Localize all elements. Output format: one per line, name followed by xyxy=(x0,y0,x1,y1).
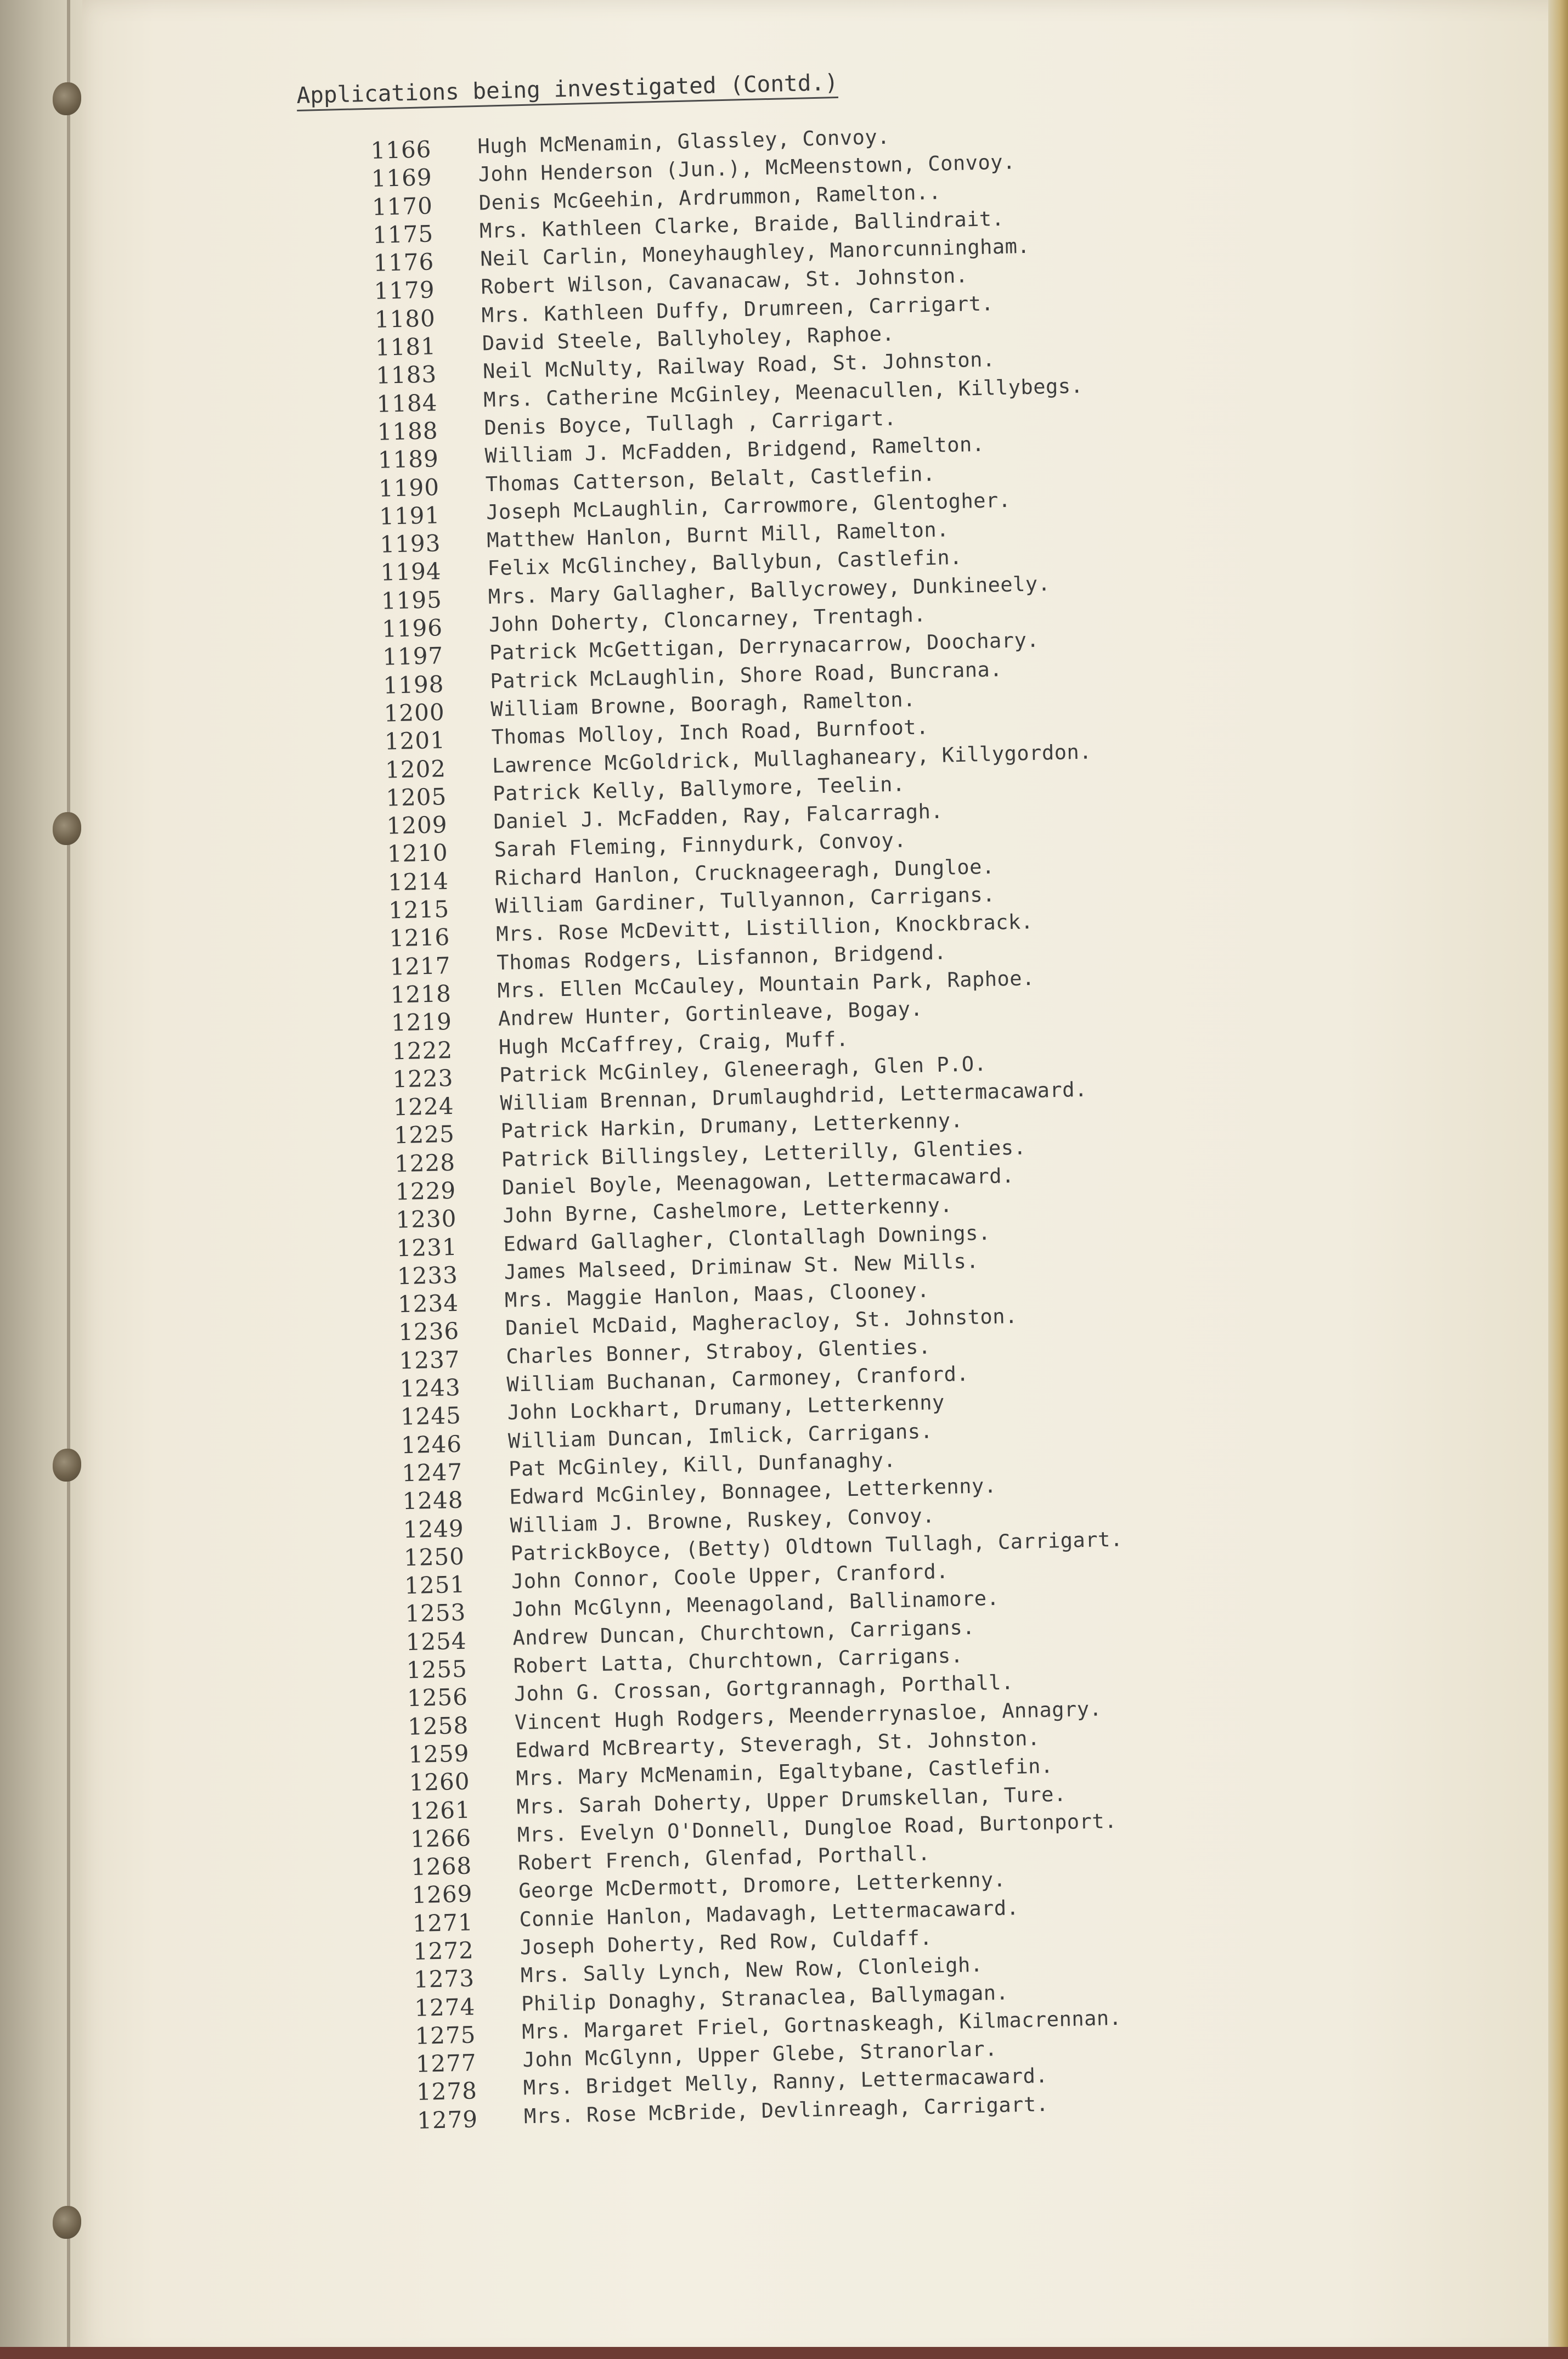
applicant-details: John Doherty, Cloncarney, Trentagh. xyxy=(488,603,927,637)
applicant-details: Matthew Hanlon, Burnt Mill, Ramelton. xyxy=(486,517,950,553)
applicant-details: Robert French, Glenfad, Porthall. xyxy=(517,1841,931,1875)
applicant-details: Pat McGinley, Kill, Dunfanaghy. xyxy=(508,1448,896,1481)
applicant-details: John McGlynn, Upper Glebe, Stranorlar. xyxy=(522,2037,998,2072)
applicant-details: Connie Hanlon, Madavagh, Lettermacaward. xyxy=(519,1895,1019,1932)
applicant-details: Edward McBrearty, Steveragh, St. Johnston. xyxy=(515,1726,1041,1763)
applicant-details: William Browne, Booragh, Ramelton. xyxy=(490,687,916,722)
application-number: 1228 xyxy=(394,1148,456,1178)
application-number: 1176 xyxy=(373,248,435,277)
application-number: 1248 xyxy=(402,1486,464,1515)
applicant-details: Mrs. Sally Lynch, New Row, Clonleigh. xyxy=(520,1952,983,1988)
applicant-details: Vincent Hugh Rodgers, Meenderrynasloe, Annagry. xyxy=(514,1697,1102,1735)
applicant-details: David Steele, Ballyholey, Raphoe. xyxy=(482,322,895,356)
application-number: 1190 xyxy=(378,473,440,502)
application-number: 1209 xyxy=(386,811,448,840)
applicant-details: Patrick McLaughlin, Shore Road, Buncrana. xyxy=(489,657,1003,693)
application-number: 1253 xyxy=(404,1599,466,1628)
applicant-details: Lawrence McGoldrick, Mullaghaneary, Killygordon. xyxy=(492,739,1092,778)
application-number: 1249 xyxy=(403,1515,465,1543)
applicant-details: Mrs. Evelyn O'Donnell, Dungloe Road, Burtonport. xyxy=(517,1809,1118,1847)
application-number: 1169 xyxy=(371,164,433,193)
application-number: 1251 xyxy=(404,1570,466,1600)
page-edge xyxy=(1548,0,1568,2359)
application-number: 1233 xyxy=(397,1261,459,1290)
applicant-details: Edward Gallagher, Clontallagh Downings. xyxy=(503,1220,991,1256)
applicant-details: PatrickBoyce, (Betty) Oldtown Tullagh, Carrigart. xyxy=(510,1527,1124,1566)
applicant-details: Thomas Rodgers, Lisfannon, Bridgend. xyxy=(496,940,947,975)
application-number: 1255 xyxy=(406,1655,468,1684)
applicant-details: Patrick Billingsley, Letterilly, Glenties. xyxy=(501,1135,1026,1172)
applicant-details: Thomas Catterson, Belalt, Castlefin. xyxy=(485,461,936,496)
applicant-details: John Henderson (Jun.), McMeenstown, Convoy. xyxy=(478,150,1016,187)
application-number: 1184 xyxy=(376,389,438,418)
applicant-details: Mrs. Bridget Melly, Ranny, Lettermacaward. xyxy=(523,2064,1048,2100)
application-number: 1188 xyxy=(377,417,439,446)
application-number: 1193 xyxy=(379,530,441,558)
binding-edge xyxy=(67,0,70,2359)
application-number: 1278 xyxy=(416,2077,478,2106)
applicant-details: Charles Bonner, Straboy, Glenties. xyxy=(505,1335,932,1369)
application-number: 1215 xyxy=(388,896,450,924)
applicant-details: Patrick Harkin, Drumany, Letterkenny. xyxy=(500,1108,963,1144)
application-number: 1279 xyxy=(416,2105,478,2134)
application-number: 1254 xyxy=(405,1627,467,1656)
applicant-details: Sarah Fleming, Finnydurk, Convoy. xyxy=(494,828,907,862)
applicant-details: Mrs. Maggie Hanlon, Maas, Clooney. xyxy=(504,1278,930,1312)
application-number: 1237 xyxy=(398,1345,460,1375)
applicant-details: Richard Hanlon, Crucknageeragh, Dungloe. xyxy=(494,854,995,890)
application-number: 1210 xyxy=(387,839,449,868)
application-number: 1202 xyxy=(385,755,447,784)
application-number: 1275 xyxy=(414,2021,476,2050)
application-number: 1218 xyxy=(390,979,452,1009)
application-number: 1260 xyxy=(409,1767,471,1797)
application-number: 1247 xyxy=(401,1458,463,1487)
applicant-details: Mrs. Rose McBride, Devlinreagh, Carrigart. xyxy=(523,2092,1049,2129)
applicant-details: Mrs. Sarah Doherty, Upper Drumskellan, Ture. xyxy=(516,1782,1067,1819)
application-number: 1198 xyxy=(382,670,444,699)
application-number: 1246 xyxy=(401,1430,462,1459)
application-number: 1201 xyxy=(384,727,446,755)
application-number: 1217 xyxy=(390,952,452,981)
applicant-details: James Malseed, Driminaw St. New Mills. xyxy=(504,1249,979,1284)
application-number: 1194 xyxy=(380,558,442,587)
applicant-details: Hugh McMenamin, Glassley, Convoy. xyxy=(477,125,890,159)
application-number: 1261 xyxy=(409,1796,471,1825)
application-number: 1222 xyxy=(391,1036,453,1065)
applicant-details: John Connor, Coole Upper, Cranford. xyxy=(511,1559,949,1594)
application-number: 1230 xyxy=(395,1205,457,1234)
applicant-details: Hugh McCaffrey, Craig, Muff. xyxy=(498,1027,849,1059)
application-number: 1243 xyxy=(399,1373,461,1403)
application-number: 1231 xyxy=(396,1233,458,1262)
application-number: 1274 xyxy=(414,1993,476,2022)
applicant-details: Neil McNulty, Railway Road, St. Johnston. xyxy=(482,347,996,384)
application-number: 1197 xyxy=(382,642,444,671)
applicant-details: Robert Wilson, Cavanacaw, St. Johnston. xyxy=(480,263,969,299)
application-number: 1195 xyxy=(381,585,443,615)
application-number: 1170 xyxy=(371,192,433,221)
application-number: 1250 xyxy=(403,1542,465,1572)
applicant-details: Mrs. Kathleen Duffy, Drumreen, Carrigart. xyxy=(481,291,994,328)
application-number: 1225 xyxy=(393,1121,455,1149)
applicant-details: Andrew Hunter, Gortinleave, Bogay. xyxy=(498,996,923,1031)
application-number: 1258 xyxy=(407,1711,469,1740)
applicant-details: Robert Latta, Churchtown, Carrigans. xyxy=(513,1643,963,1678)
application-number: 1219 xyxy=(391,1008,453,1037)
applicant-details: William Gardiner, Tullyannon, Carrigans. xyxy=(495,882,996,919)
application-number: 1214 xyxy=(387,867,449,896)
application-number: 1200 xyxy=(383,699,445,727)
application-number: 1229 xyxy=(394,1176,456,1206)
application-number: 1236 xyxy=(398,1318,460,1346)
applicant-details: Andrew Duncan, Churchtown, Carrigans. xyxy=(512,1615,975,1650)
application-number: 1216 xyxy=(388,924,450,952)
application-number: 1191 xyxy=(379,502,441,530)
applicant-details: Patrick McGinley, Gleneeragh, Glen P.O. xyxy=(499,1051,987,1087)
applicant-details: William J. McFadden, Bridgend, Ramelton. xyxy=(484,432,985,468)
application-number: 1256 xyxy=(407,1683,469,1712)
applicant-details: Patrick McGettigan, Derrynacarrow, Doochary. xyxy=(489,628,1040,665)
application-number: 1272 xyxy=(413,1936,475,1966)
applicant-details: Felix McGlinchey, Ballybun, Castlefin. xyxy=(487,545,963,581)
applicant-details: Mrs. Margaret Friel, Gortnaskeagh, Kilmacrennan. xyxy=(521,2006,1122,2044)
application-number: 1183 xyxy=(375,361,437,390)
applicant-details: Mrs. Kathleen Clarke, Braide, Ballindrait. xyxy=(479,206,1005,243)
applicant-details: Mrs. Catherine McGinley, Meenacullen, Killybegs. xyxy=(483,374,1084,412)
applicant-details: Mrs. Rose McDevitt, Listillion, Knockbrack. xyxy=(495,910,1034,947)
application-number: 1273 xyxy=(413,1964,475,1994)
application-number: 1277 xyxy=(415,2049,477,2078)
applicant-details: John McGlynn, Meenagoland, Ballinamore. xyxy=(511,1586,1000,1622)
application-number: 1259 xyxy=(408,1739,470,1769)
applicant-details: Philip Donaghy, Stranaclea, Ballymagan. xyxy=(521,1980,1009,2016)
application-number: 1234 xyxy=(397,1289,459,1318)
applicant-details: Edward McGinley, Bonnagee, Letterkenny. xyxy=(509,1474,997,1509)
applicant-details: George McDermott, Dromore, Letterkenny. xyxy=(518,1868,1006,1903)
application-number: 1166 xyxy=(370,136,432,164)
application-number: 1196 xyxy=(381,614,443,643)
applicant-details: Thomas Molloy, Inch Road, Burnfoot. xyxy=(491,715,929,750)
applicant-details: John G. Crossan, Gortgrannagh, Porthall. xyxy=(514,1670,1014,1706)
applicant-details: Neil Carlin, Moneyhaughley, Manorcunningham. xyxy=(480,234,1030,271)
applicant-details: Joseph Doherty, Red Row, Culdaff. xyxy=(520,1926,933,1960)
application-number: 1266 xyxy=(410,1824,472,1853)
application-number: 1223 xyxy=(392,1064,454,1093)
binding-ring xyxy=(53,812,81,845)
application-number: 1268 xyxy=(410,1852,472,1881)
applicant-details: William Brennan, Drumlaughdrid, Lettermacaward. xyxy=(500,1077,1088,1116)
applicant-details: Daniel Boyle, Meenagowan, Lettermacaward. xyxy=(501,1163,1015,1200)
application-number: 1269 xyxy=(411,1880,473,1909)
application-number: 1189 xyxy=(377,445,439,474)
page-heading: Applications being investigated (Contd.) xyxy=(296,69,838,111)
applicant-details: Denis Boyce, Tullagh , Carrigart. xyxy=(484,406,897,440)
binding-ring xyxy=(53,1449,81,1482)
cover-edge xyxy=(0,2347,1568,2359)
applicant-details: William Duncan, Imlick, Carrigans. xyxy=(507,1419,933,1453)
binding-ring xyxy=(53,82,81,115)
application-number: 1180 xyxy=(374,305,436,333)
applicant-details: Denis McGeehin, Ardrummon, Ramelton.. xyxy=(478,180,941,215)
applicant-details: Patrick Kelly, Ballymore, Teelin. xyxy=(492,772,906,806)
applicant-details: William Buchanan, Carmoney, Cranford. xyxy=(506,1361,969,1397)
application-number: 1175 xyxy=(372,220,434,249)
application-number: 1181 xyxy=(375,333,437,361)
applicant-details: William J. Browne, Ruskey, Convoy. xyxy=(510,1504,935,1538)
binding-ring xyxy=(53,2206,81,2239)
application-number: 1224 xyxy=(393,1092,455,1121)
applicant-details: Daniel J. McFadden, Ray, Falcarragh. xyxy=(493,799,944,834)
applicant-details: John Lockhart, Drumany, Letterkenny xyxy=(507,1390,945,1425)
applicant-details: John Byrne, Cashelmore, Letterkenny. xyxy=(502,1193,953,1228)
application-number: 1179 xyxy=(374,276,436,305)
applicant-details: Mrs. Mary Gallagher, Ballycrowey, Dunkineely. xyxy=(488,571,1051,609)
applicant-details: Mrs. Mary McMenamin, Egaltybane, Castlefin. xyxy=(516,1754,1054,1791)
applications-list xyxy=(370,120,1136,2135)
application-number: 1245 xyxy=(400,1402,462,1431)
application-number: 1271 xyxy=(412,1908,474,1937)
applicant-details: Joseph McLaughlin, Carrowmore, Glentogher. xyxy=(486,488,1011,525)
applicant-details: Mrs. Ellen McCauley, Mountain Park, Raphoe. xyxy=(497,966,1035,1003)
application-number: 1205 xyxy=(385,782,447,812)
applicant-details: Daniel McDaid, Magheracloy, St. Johnston. xyxy=(505,1304,1018,1341)
